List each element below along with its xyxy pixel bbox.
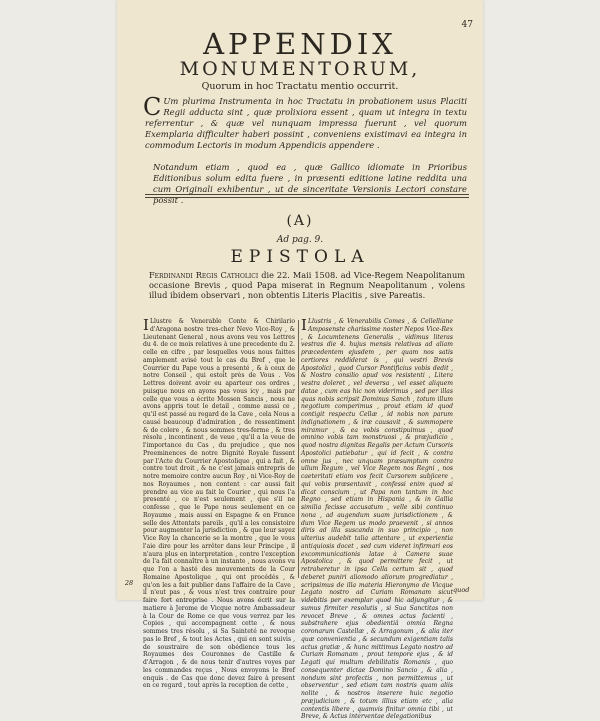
epistola-title: EPISTOLA (230, 247, 370, 267)
latin-column (301, 316, 453, 721)
latin-column-text: Llustris , & Venerabilis Comes , & Cellelliane Amposenste charissime noster Nepos Vice-Rex , & Locumtenens Generalis , vidimus literas vestras die 4. hujus mensis relativas ad aliam præcedentem ejusdem , per quam nos satis certiores reddiderat is , qui vestri Brevis Apostolici , quod Cursor Pontificius vobis dedit , & Nostro consilio apud vos resistenti , Litera vestra doleret , vel deversa , vel esset aliquem datae , cum eas hic non viderimus , sed per illas quas nobis scripsit Dominus Sanch , totum illum negotium comperimus , prout etiam id quod contigit respectu Cellæ , id nobis non parum indignationem , & iræ causavit , & summopere miramur , & ea vobis constipuimus , quod omnino vobis tam monstruosi , & præjudicio , quod nostra dignitas Regalis per Actum Cursoris Apostolici patiebatur , qui id fecit , & contra omne jus , nec unquam præsumptum contra ullum Regum , vel Vice Regem nos Regni , nos caeteritati etiam vos fecit Cursorem subjicere , qui vobis præsentavit , confessi enim quod si dicat conscium , ut Papa non tantum in hoc Regno , sed etiam in Hispania , & in Gallia similia fecisse accusatum , velle sibi continuo nona , ad augendum suam jurisdictionem , & dum Vice Regem us modo praevenit , si annos diris ad illa suscanda in suo principio , non ulterius audebit talia attentare , ut experientia antiquiosis docet , sed cum videret infirmari eos excommunicationis latae à Camera suae Apostolica , & quod permittere fecit , ut retraheretur in ipsa Cella certum sit , quod deberet puniri aliomodo aliorum progrediatur , scripsimus de illa materia Hieronymo de Vicque Legato nostro ad Curiam Romanam sicut videbitis per exemplar quod hic adjungitur , & sumus firmiter resolutis , si Sua Sanctitas non revocet Breve , & omnes actus facienti , substrahere ejus obedientiâ omnia Regna coronarum Castellæ , & Arragonum , & alia iter quæ convenientia , & secundum exigentiam talis actus gratiæ , & hunc mittimus Legato nostro ad Curiam Romanam , prout tempore ejus , & id Legati qui multum debilitatis Romanis , quo consequenter dictae Domino Sancio , & alia , nondum sint profectis , non permittemus , ut observentur , sed etiam tam nostris quam aliis nolite , & nostros inserere huic negotio præjudicium , & totum illius etiam etc , alia contentis libere , quamvis finitur omnia tibi , ut Breve, & Actus interventae delegationibus (301, 318, 453, 721)
notice-paragraph: Notandum etiam , quod ea , quæ Gallico idiomate in Prioribus Editionibus solum edita fuere , in præsenti editione latine reddita una cum Originali exhibentur , ut de sinceritate Versionis Lectori constare possit . (153, 162, 467, 205)
appendix-title: APPENDIX (203, 27, 397, 61)
page-number: 47 (461, 20, 473, 30)
page-reference: Ad pag. 9. (276, 235, 324, 245)
column-divider (298, 320, 299, 578)
intro-paragraph-text: Um plurima Instrumenta in hoc Tractatu in probationem usus Placiti Regii adducta sint , quæ prolixiora essent , quam ut integra in textu referrentur , & quæ vel nunquam impressa fuerunt , vel quorum Exemplaria difficulter haberi possint , conveniens existimavi ea integra in commodum Lectoris in modum Appendicis appendere . (145, 96, 467, 150)
intro-paragraph (143, 93, 467, 151)
section-label: (A) (286, 213, 314, 229)
document-page (117, 0, 483, 721)
french-column (143, 316, 295, 690)
latin-drop-cap: I (301, 316, 307, 334)
letter-heading (149, 270, 465, 300)
french-column-text: Llustre & Venerable Conte & Chirilario d'Aragona nostre tres-cher Nevo Vice-Roy , & Lieutenant General , nous avons veu vos Lettres du 4. de ce mois relatives à une precedente du 2. celle en cifre , par lesquelles vous nous faittes amplement avisé tout le cas du Bref , que le Courrier du Pape vous a presenté , & à ceux de notre Conseil , qui estoit près de Vous . Vos Lettres doivent avoir eu aparteur ces ordres , puisque nous en ayons pas vous icy , mais par celle que vous a écrite Mossen Sancis , nous ne avons appris tout le detail , comme aussi ce , qu'il est passé au regard de la Cave , cela Nous a causé beaucoup d'admiration , de ressentiment & de colere , & nous sommes tres-ferme , & tres résolu , incontinent , de veue , qu'il a la veue de l'importance du Cas , du prejudice , que nos Preeminences de notre Dignité Royale fussent par l'Acte du Courrier Apostolique , qui a fait , & contre tout droit , & ne c'est jamais entrepris de notre memoire contre aucun Roy , ni Vice-Roy de nos Royaumes , non content : car aussi fait prendre au vice au fait le Courier , qui nous l'a presenté , ce n'est seulement , que s'il ne confesse , que le Pape nous seulement en ce Royaume , mais aussi en Espagne & en France selle des Attentats pareils , qu'il a les consistoire pour augmenter la jurisdiction , & que leur sayez Vice Roy la chancerie se la montre , que le vous l'aie dire pour les arrêter dans leur Principe , il n'aura plus en interpretation , contre l'exception de l'a fait connaître à un instante , nous avons vu que l'on a hasté des mouvements de la Cour Romaine Apostolique , qui ont procédés , & qu'on les a fait publier dans l'affaire de la Cave , il n'eut pas , & vous n'est tres contraire pour faire fort entreprise . Nous avons écrit sur la matiere à Jerome de Vicque notre Ambassadeur à la Cour de Rome ce que vous verrez par les Copies , qui accompagnent cette , & nous sommes tres résolu , si Sa Sainteté ne revoque pas le Bref , & tout les Actes , qui en sont suivis , de soustraire de son obédience tous les Royaumes des Couronnes de Castille & d'Arragon , & de nous tenir d'autres voyes par les commandes reçus , Nous envoyons le Bref enquis . de Cas que donc devez faire à present en ce regard , tout après la reception de cette , (143, 318, 295, 690)
letter-heading-text: die 22. Maii 1508. ad Vice-Regem Neapolitanum occasione Brevis , quod Papa miserat in Regnum Neapolitanum , volens illud ibidem observari , non obtentis Literis Placitis , sive Pareatis. (149, 270, 465, 300)
section-rule-bottom (145, 197, 469, 198)
monumentorum-title: MONUMENTORUM, (179, 58, 421, 80)
french-drop-cap: I (143, 316, 149, 334)
title-subtitle: Quorum in hoc Tractatu mentio occurrit. (201, 81, 399, 92)
intro-drop-cap: C (143, 93, 162, 121)
catchword-right: quod (453, 586, 470, 594)
letter-heading-name: Ferdinandi Regis Catholici (149, 270, 259, 280)
catchword-left: 28 (124, 579, 134, 587)
section-rule-top (145, 194, 469, 195)
